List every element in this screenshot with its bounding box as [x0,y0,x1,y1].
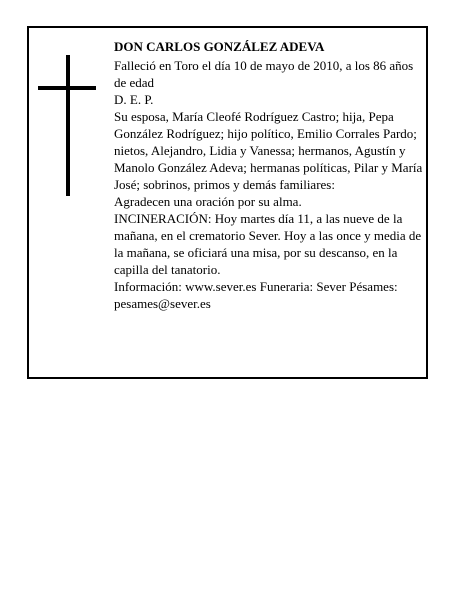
contact-information: Información: www.sever.es Funeraria: Sever Pésames: pesames@sever.es [114,279,398,311]
family-members: Su esposa, María Cleofé Rodríguez Castro; hija, Pepa González Rodríguez; hijo político, Emilio Corrales Pardo; nietos, Alejandro, Lidia y Vanessa; hermanos, Agustín y Manolo González Adeva; hermanas políticas, Pilar y María José; sobrinos, primos y demás familiares: [114,109,423,192]
obituary-text-block [114,38,424,312]
deceased-name-title: DON CARLOS GONZÁLEZ ADEVA [114,39,325,54]
prayer-request: Agradecen una oración por su alma. [114,194,302,209]
rest-in-peace-line: D. E. P. [114,92,154,107]
cremation-details: INCINERACIÓN: Hoy martes día 11, a las nueve de la mañana, en el crematorio Sever. Hoy a las once y media de la mañana, se oficiará una misa, por su descanso, en la capilla del tanatorio. [114,211,422,277]
cross-vertical-bar [66,55,70,196]
death-details: Falleció en Toro el día 10 de mayo de 2010, a los 86 años de edad [114,58,414,90]
cross-horizontal-bar [38,86,96,90]
